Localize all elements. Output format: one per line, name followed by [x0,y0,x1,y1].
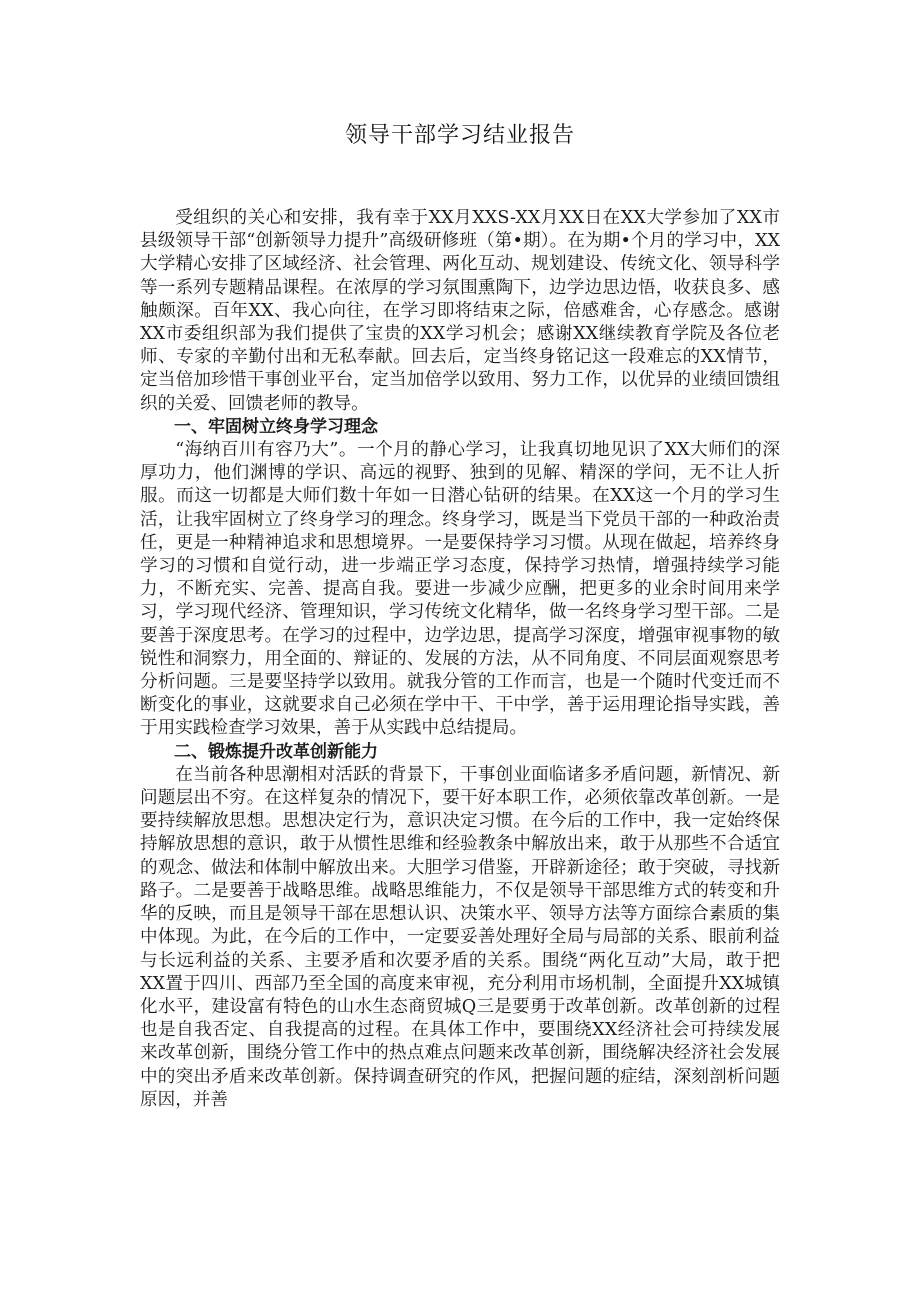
section-1-heading: 一、牢固树立终身学习理念 [174,416,378,437]
section-1-paragraph: “海纳百川有容乃大”。一个月的静心学习，让我真切地见识了XX大师们的深厚功力，他们渊博的学识、高远的视野、独到的见解、精深的学问，无不让人折服。而这一切都是大师们数十年如一日潜心钻研的结果。在XX这一个月的学习生活，让我牢固树立了终身学习的理念。终身学习，既是当下党员干部的一种政治责任，更是一种精神追求和思想境界。一是要保持学习习惯。从现在做起，培养终身学习的习惯和自觉行动，进一步端正学习态度，保持学习热情，增强持续学习能力，不断充实、完善、提高自我。要进一步减少应酬，把更多的业余时间用来学习，学习现代经济、管理知识，学习传统文化精华，做一名终身学习型干部。二是要善于深度思考。在学习的过程中，边学边思，提高学习深度，增强审视事物的敏锐性和洞察力，用全面的、辩证的、发展的方法，从不同角度、不同层面观察思考分析问题。三是要坚持学以致用。就我分管的工作而言，也是一个随时代变迁而不断变化的事业，这就要求自己必须在学中干、干中学，善于运用理论指导实践，善于用实践检查学习效果，善于从实践中总结提局。 [140,440,780,739]
intro-paragraph: 受组织的关心和安排，我有幸于XX月XXS-XX月XX日在XX大学参加了XX市县级领导干部“创新领导力提升”高级研修班（第•期）。在为期•个月的学习中，XX大学精心安排了区域经济、社会管理、两化互动、规划建设、传统文化、领导科学等一系列专题精品课程。在浓厚的学习氛围熏陶下，边学边思边悟，收获良多、感触颇深。百年XX、我心向往，在学习即将结束之际，倍感难舍，心存感念。感谢XX市委组织部为我们提供了宝贵的XX学习机会；感谢XX继续教育学院及各位老师、专家的辛勤付出和无私奉献。回去后，定当终身铭记这一段难忘的XX情节，定当倍加珍惜干事创业平台，定当加倍学以致用、努力工作，以优异的业绩回馈组织的关爱、回馈老师的教导。 [140,208,780,414]
document-title: 领导干部学习结业报告 [344,123,575,148]
document-body [140,207,780,1112]
section-2-heading: 二、锻炼提升改革创新能力 [174,741,378,762]
section-2-paragraph: 在当前各种思潮相对活跃的背景下，干事创业面临诸多矛盾问题，新情况、新问题层出不穷。在这样复杂的情况下，要干好本职工作，必须依靠改革创新。一是要持续解放思想。思想决定行为，意识决定习惯。在今后的工作中，我一定始终保持解放思想的意识，敢于从惯性思维和经验教条中解放出来，敢于从那些不合适宜的观念、做法和体制中解放出来。大胆学习借鉴，开辟新途径；敢于突破，寻找新路子。二是要善于战略思维。战略思维能力，不仅是领导干部思维方式的转变和升华的反映，而且是领导干部在思想认识、决策水平、领导方法等方面综合素质的集中体现。为此，在今后的工作中，一定要妥善处理好全局与局部的关系、眼前利益与长远利益的关系、主要矛盾和次要矛盾的关系。围绕“两化互动”大局，敢于把XX置于四川、西部乃至全国的高度来审视，充分利用市场机制，全面提升XX城镇化水平，建设富有特色的山水生态商贸城Q三是要勇于改革创新。改革创新的过程也是自我否定、自我提高的过程。在具体工作中，要围绕XX经济社会可持续发展来改革创新，围绕分管工作中的热点难点问题来改革创新，围绕解决经济社会发展中的突出矛盾来改革创新。保持调查研究的作风，把握问题的症结，深刻剖析问题原因，并善 [140,764,780,1110]
